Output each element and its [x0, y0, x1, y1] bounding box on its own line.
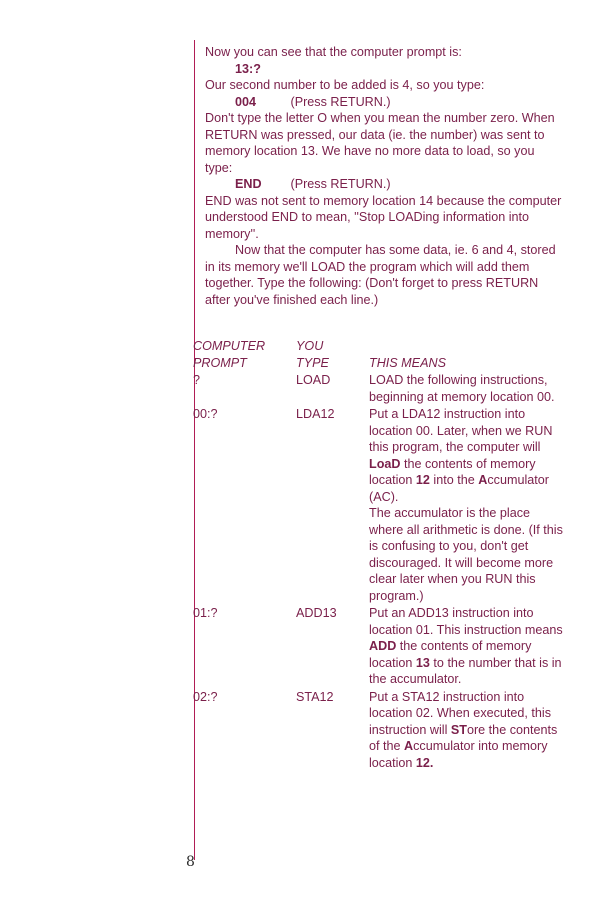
paragraph-2: END was not sent to memory location 14 because the computer understood END to mean, ''Stop LOADing information into memory''.: [205, 193, 562, 241]
row-meaning: [369, 605, 563, 688]
header-you-type: [296, 338, 369, 371]
command-end: [205, 176, 565, 193]
row-meaning: [369, 689, 563, 772]
command-004-note: (Press RETURN.): [290, 94, 391, 109]
meaning-text: into the: [429, 473, 479, 487]
row-prompt: 00:?: [193, 407, 218, 421]
command-004-value: 004: [235, 94, 257, 109]
meaning-text: ore the contents of the: [369, 722, 558, 753]
meaning-bold: A: [404, 739, 414, 753]
meaning-text: the contents of memory location: [369, 639, 532, 670]
meaning-text: to the number that is in the accumulator.: [369, 655, 562, 686]
meaning-bold: A: [478, 473, 488, 487]
meaning-note: The accumulator is the place where all arithmetic is done. (If this is confusing to you, don't get discouraged. It will become more clear later when you RUN this program.): [369, 506, 563, 603]
table-row: [193, 605, 563, 688]
header-col3: THIS MEANS: [369, 355, 446, 370]
meaning-text: Put a LDA12 instruction into location 00. Later, when we RUN this program, the computer will: [369, 407, 553, 454]
meaning-bold: ST: [450, 722, 467, 737]
header-computer-prompt: [193, 338, 296, 371]
meaning-bold: 12: [415, 473, 430, 487]
header-col2-line2: TYPE: [296, 355, 329, 370]
meaning-text: ccumulator (AC).: [369, 473, 549, 504]
command-end-note: (Press RETURN.): [290, 177, 391, 191]
row-meaning: [369, 406, 563, 604]
table-row: [193, 372, 563, 405]
page-number: 8: [186, 854, 195, 870]
prompt-example: 13:?: [235, 61, 261, 76]
row-prompt: 01:?: [193, 606, 218, 620]
meaning-bold: LoaD: [369, 456, 401, 471]
instruction-table: [193, 338, 563, 771]
intro-line-1: Now you can see that the computer prompt is:: [205, 45, 462, 59]
row-meaning: LOAD the following instructions, beginning at memory location 00.: [369, 373, 555, 404]
intro-line-2: Our second number to be added is 4, so you type:: [205, 78, 485, 92]
meaning-bold: 12.: [415, 755, 434, 770]
paragraph-1: Don't type the letter O when you mean the number zero. When RETURN was pressed, our data (ie. the number) was sent to memory location 13. We have no more data to load, so you type:: [205, 111, 555, 175]
meaning-text: ccumulator into memory location: [369, 739, 548, 770]
command-004: [205, 94, 565, 111]
row-type: LDA12: [296, 407, 335, 421]
header-col2-line1: YOU: [296, 339, 324, 353]
header-col1-line1: COMPUTER: [193, 339, 266, 353]
meaning-text: Put a STA12 instruction into location 02. When executed, this instruction will: [369, 689, 552, 737]
meaning-bold: ADD: [369, 639, 397, 653]
header-this-means: [369, 338, 563, 371]
row-prompt: 02:?: [193, 689, 218, 704]
paragraph-3: Now that the computer has some data, ie. 6 and 4, stored in its memory we'll LOAD the program which will add them together. Type the following: (Don't forget to press RETURN after you've finished each line.): [205, 243, 556, 307]
row-prompt: ?: [193, 373, 201, 387]
meaning-bold: 13: [415, 655, 430, 670]
row-type: ADD13: [296, 606, 337, 620]
meaning-text: the contents of memory location: [369, 456, 536, 487]
row-type: LOAD: [296, 373, 331, 387]
table-header: [193, 338, 563, 371]
table-row: [193, 406, 563, 604]
intro-text: [205, 44, 565, 308]
row-type: STA12: [296, 689, 334, 704]
table-row: [193, 689, 563, 772]
header-col1-line2: PROMPT: [193, 355, 247, 370]
command-end-value: END: [235, 177, 262, 191]
meaning-text: Put an ADD13 instruction into location 01. This instruction means: [369, 606, 563, 637]
